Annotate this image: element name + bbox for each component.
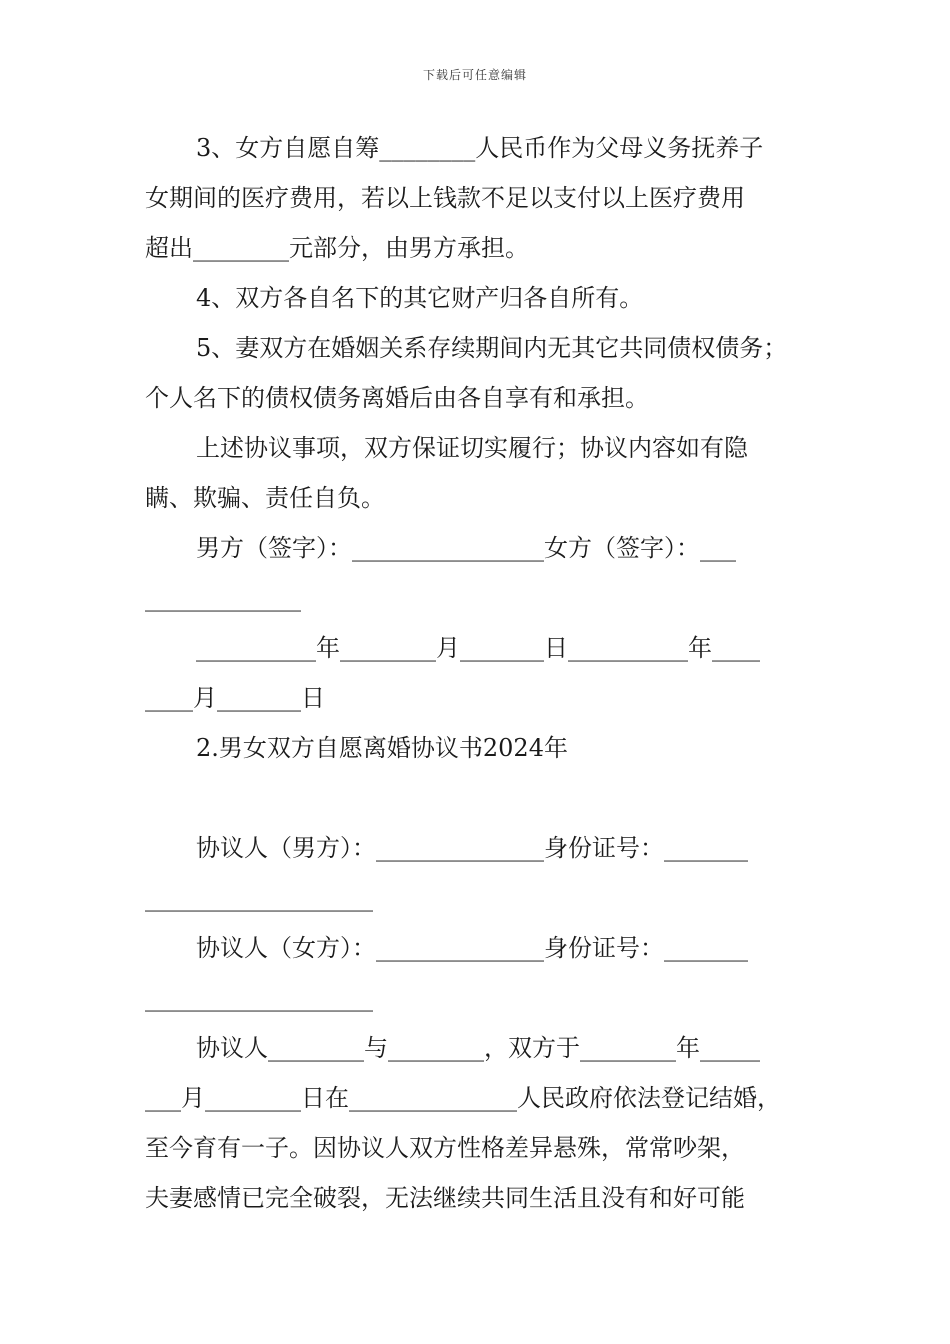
party-female-line: 协议人（女方）：______________身份证号：_______: [196, 934, 748, 962]
signature-line: 男方（签字）：________________女方（签字）：___: [196, 534, 736, 562]
text-line: 4、双方各自名下的其它财产归各自所有。: [196, 284, 644, 312]
text-line: 女期间的医疗费用，若以上钱款不足以支付以上医疗费用: [145, 184, 745, 212]
party-female-line-continued: ___________________: [145, 984, 373, 1012]
section-title: 2.男女双方自愿离婚协议书2024年: [196, 734, 568, 762]
text-line: 瞒、欺骗、责任自负。: [145, 484, 385, 512]
page-header: 下载后可任意编辑: [422, 68, 527, 82]
text-line: 3、女方自愿自筹________人民币作为父母义务抚养子: [196, 134, 764, 162]
text-line: 个人名下的债权债务离婚后由各自享有和承担。: [145, 384, 649, 412]
text-line: 超出________元部分，由男方承担。: [145, 234, 529, 262]
text-line: 协议人________与________，双方于________年_____: [196, 1034, 760, 1062]
text-line: 5、妻双方在婚姻关系存续期间内无其它共同债权债务；: [196, 334, 788, 362]
text-line: 夫妻感情已完全破裂，无法继续共同生活且没有和好可能: [145, 1184, 745, 1212]
date-line-continued: ____月_______日: [145, 684, 325, 712]
date-line: __________年________月_______日__________年____: [196, 634, 760, 662]
signature-line-continued: _____________: [145, 584, 301, 612]
text-line: ___月________日在______________人民政府依法登记结婚，: [145, 1084, 781, 1112]
party-male-line-continued: ___________________: [145, 884, 373, 912]
party-male-line: 协议人（男方）：______________身份证号：_______: [196, 834, 748, 862]
text-line: 上述协议事项，双方保证切实履行；协议内容如有隐: [196, 434, 748, 462]
text-line: 至今育有一子。因协议人双方性格差异悬殊，常常吵架，: [145, 1134, 745, 1162]
